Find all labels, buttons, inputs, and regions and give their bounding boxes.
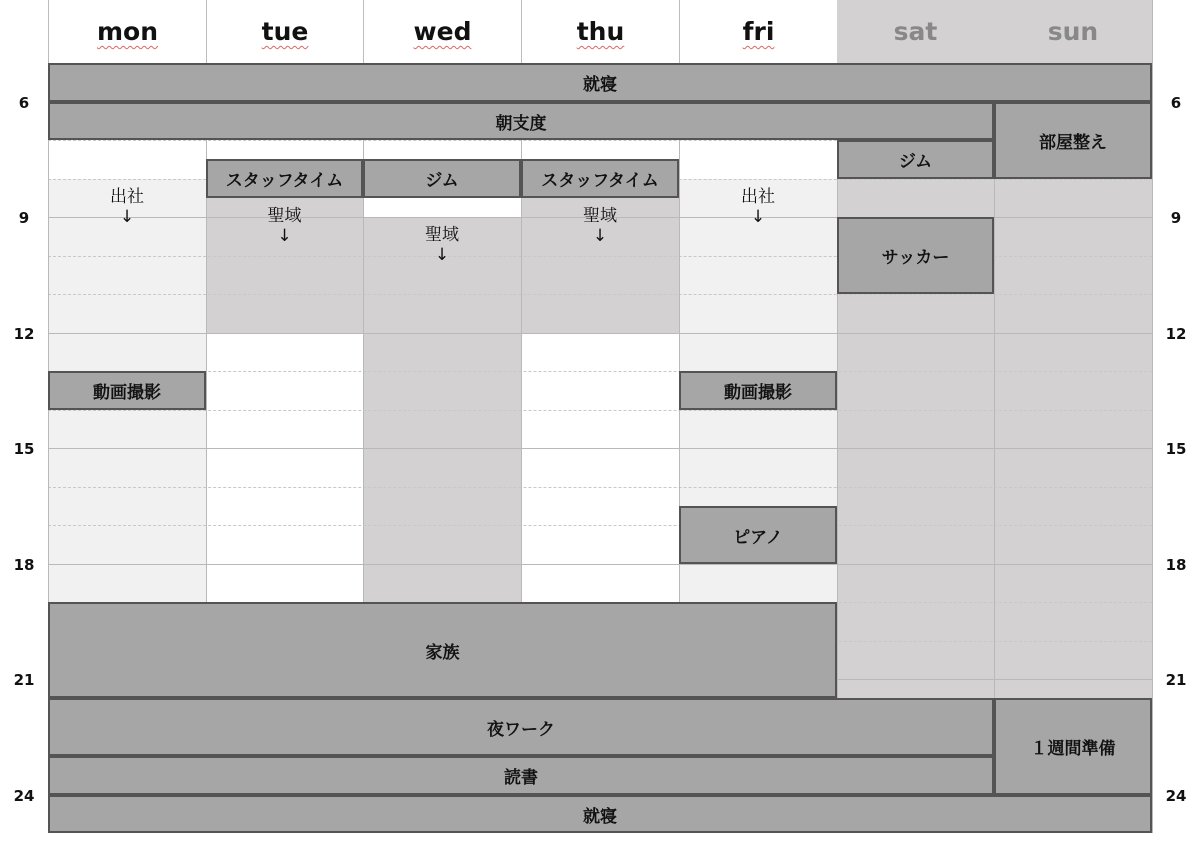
day-header-fri xyxy=(679,0,837,63)
event-label: サッカー xyxy=(881,248,950,268)
period-note xyxy=(363,225,521,265)
grid-line-minor xyxy=(48,294,1152,295)
event-label: １週間準備 xyxy=(1030,739,1116,759)
down-arrow-icon: ↓ xyxy=(119,207,135,227)
day-header-wed xyxy=(363,0,521,63)
day-label: thu xyxy=(576,17,625,46)
period-note xyxy=(679,187,837,227)
event-label: ジム xyxy=(898,152,933,172)
note-text: 聖域 xyxy=(583,206,617,226)
day-label: fri xyxy=(742,17,775,46)
event-block xyxy=(679,371,837,410)
grid-line-major xyxy=(48,564,1152,565)
day-header-thu xyxy=(521,0,679,63)
hour-label-right: 18 xyxy=(1165,556,1187,574)
event-label: スタッフタイム xyxy=(541,171,659,191)
note-text: 出社 xyxy=(110,187,144,207)
event-block xyxy=(837,217,994,294)
event-label: ジム xyxy=(425,171,459,191)
day-label: tue xyxy=(261,17,309,46)
event-label: 動画撮影 xyxy=(93,383,161,403)
hour-label-left: 12 xyxy=(13,325,35,343)
note-text: 聖域 xyxy=(425,225,459,245)
day-label: sat xyxy=(893,17,938,46)
hour-label-right: 21 xyxy=(1165,671,1187,689)
event-label: ピアノ xyxy=(733,527,783,548)
event-label: 家族 xyxy=(425,642,460,663)
hour-label-left: 9 xyxy=(18,209,30,227)
note-text: 聖域 xyxy=(267,206,302,226)
event-block xyxy=(48,756,994,795)
period-note xyxy=(206,206,363,246)
event-label: 朝支度 xyxy=(495,113,547,134)
grid-line-minor xyxy=(48,525,1152,526)
note-text: 出社 xyxy=(741,187,775,207)
event-block xyxy=(679,506,837,564)
event-label: 動画撮影 xyxy=(724,383,792,403)
event-label: 読書 xyxy=(504,768,538,788)
event-block xyxy=(48,371,206,410)
grid-line-major xyxy=(48,448,1152,449)
down-arrow-icon: ↓ xyxy=(434,245,450,265)
event-block xyxy=(837,140,994,179)
event-block xyxy=(521,159,679,198)
hour-label-left: 6 xyxy=(18,94,30,112)
event-block xyxy=(48,63,1152,102)
day-header-tue xyxy=(206,0,363,63)
event-block xyxy=(363,159,521,198)
hour-label-left: 21 xyxy=(13,671,35,689)
grid-line-major xyxy=(48,333,1152,334)
hour-label-left: 24 xyxy=(13,787,35,805)
down-arrow-icon: ↓ xyxy=(592,226,608,246)
hour-label-left: 15 xyxy=(13,440,35,458)
event-block xyxy=(48,698,994,756)
period-note xyxy=(521,206,679,246)
hour-label-right: 9 xyxy=(1170,209,1182,227)
event-label: 夜ワーク xyxy=(487,719,555,740)
event-label: 就寝 xyxy=(583,806,617,827)
hour-label-right: 24 xyxy=(1165,787,1187,805)
down-arrow-icon: ↓ xyxy=(277,226,292,246)
grid-line-minor xyxy=(48,487,1152,488)
event-label: 就寝 xyxy=(583,75,617,95)
grid-line-minor xyxy=(48,410,1152,411)
day-label: mon xyxy=(96,17,159,46)
down-arrow-icon: ↓ xyxy=(750,207,766,227)
hour-label-right: 6 xyxy=(1170,94,1182,112)
event-block xyxy=(48,795,1152,833)
column-divider xyxy=(1152,0,1153,833)
grid-line-minor xyxy=(48,371,1152,372)
period-note xyxy=(48,187,206,227)
event-label: 部屋整え xyxy=(1039,133,1107,153)
hour-label-left: 18 xyxy=(13,556,35,574)
day-header-sat xyxy=(837,0,994,63)
day-label: wed xyxy=(413,17,472,46)
event-block xyxy=(994,102,1152,179)
day-label: sun xyxy=(1047,17,1099,46)
event-block xyxy=(206,159,363,198)
day-header-sun xyxy=(994,0,1152,63)
hour-label-right: 15 xyxy=(1165,440,1187,458)
event-label: スタッフタイム xyxy=(225,171,344,191)
day-header-mon xyxy=(48,0,206,63)
event-block xyxy=(48,602,837,698)
event-block xyxy=(48,102,994,140)
event-block xyxy=(994,698,1152,795)
hour-label-right: 12 xyxy=(1165,325,1187,343)
